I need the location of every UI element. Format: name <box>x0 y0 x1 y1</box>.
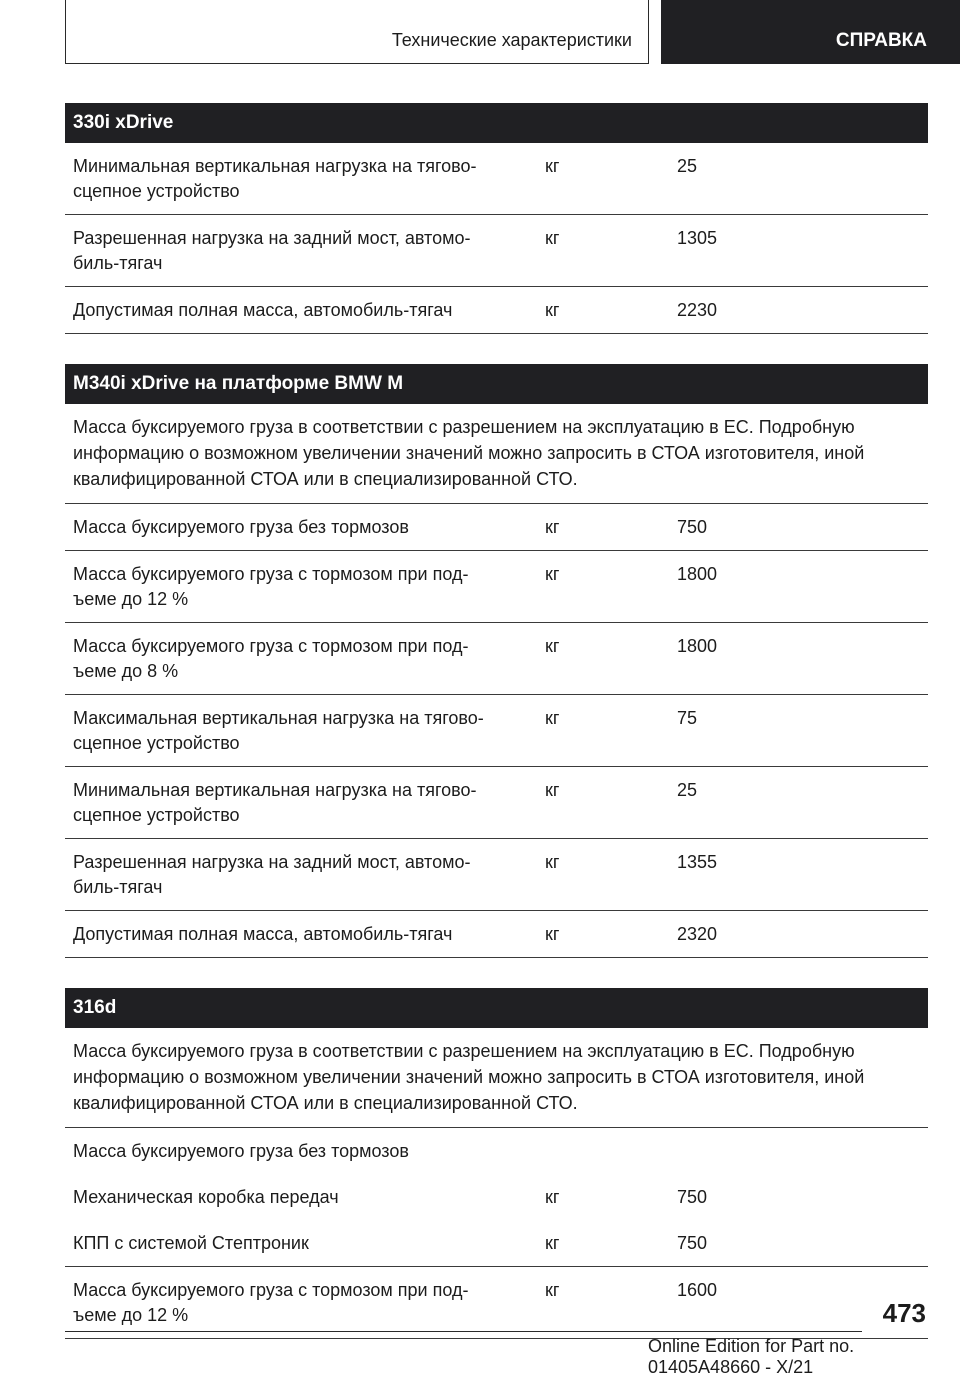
spec-row <box>65 1128 928 1174</box>
spec-row <box>65 551 928 623</box>
section-title: 316d <box>65 988 928 1028</box>
spec-content <box>65 103 928 1369</box>
spec-section <box>65 364 928 958</box>
spec-label: Масса буксируемого груза с тормозом при под- ъеме до 12 % <box>73 564 469 609</box>
spec-row <box>65 767 928 839</box>
spec-value: 75 <box>677 708 698 728</box>
spec-unit: кг <box>545 156 560 176</box>
spec-row <box>65 1267 928 1339</box>
section-title: 330i xDrive <box>65 103 928 143</box>
spec-unit: кг <box>545 636 560 656</box>
spec-value: 750 <box>677 1233 708 1253</box>
spec-label: Механическая коробка передач <box>73 1187 339 1207</box>
spec-value: 2320 <box>677 924 718 944</box>
spec-row <box>65 215 928 287</box>
spec-unit: кг <box>545 852 560 872</box>
spec-unit: кг <box>545 1233 560 1253</box>
header-chapter-title: СПРАВКА <box>835 30 927 51</box>
spec-row <box>65 1174 928 1220</box>
spec-value: 2230 <box>677 300 718 320</box>
spec-value: 1355 <box>677 852 718 872</box>
spec-unit: кг <box>545 708 560 728</box>
spec-row <box>65 143 928 215</box>
spec-label: Масса буксируемого груза с тормозом при под- ъеме до 8 % <box>73 636 469 681</box>
spec-value: 1600 <box>677 1280 718 1300</box>
spec-row <box>65 911 928 958</box>
spec-label: Допустимая полная масса, автомобиль-тягач <box>73 300 453 320</box>
spec-label: Максимальная вертикальная нагрузка на тягово- сцепное устройство <box>73 708 484 753</box>
spec-value: 25 <box>677 780 698 800</box>
header-section-title: Технические характеристики <box>391 30 632 50</box>
spec-unit: кг <box>545 1187 560 1207</box>
footer-divider <box>65 1331 862 1332</box>
spec-row <box>65 695 928 767</box>
spec-unit: кг <box>545 300 560 320</box>
spec-unit: кг <box>545 517 560 537</box>
page-number: 473 <box>882 1298 926 1328</box>
spec-unit: кг <box>545 228 560 248</box>
section-note: Масса буксируемого груза в соответствии с разрешением на эксплуатацию в ЕС. Подробную информацию о возможном увеличении значений можно запросить в СТОА изготовителя, иной квалифицированной СТОА или в специализированной СТО. <box>65 1028 928 1128</box>
spec-section <box>65 103 928 334</box>
spec-unit: кг <box>545 564 560 584</box>
header-section-box <box>65 0 649 64</box>
spec-unit: кг <box>545 1280 560 1300</box>
spec-label: Разрешенная нагрузка на задний мост, автомо- биль-тягач <box>73 852 471 897</box>
spec-section <box>65 988 928 1339</box>
spec-label: Разрешенная нагрузка на задний мост, автомо- биль-тягач <box>73 228 471 273</box>
footer-edition: Online Edition for Part no. 01405A48660 - X/21 <box>648 1336 855 1377</box>
section-title: M340i xDrive на платформе BMW M <box>65 364 928 404</box>
spec-value: 750 <box>677 517 708 537</box>
spec-unit: кг <box>545 924 560 944</box>
spec-label: Минимальная вертикальная нагрузка на тягово- сцепное устройство <box>73 780 477 825</box>
spec-label: КПП с системой Стептроник <box>73 1233 309 1253</box>
spec-label: Допустимая полная масса, автомобиль-тягач <box>73 924 453 944</box>
spec-value: 1800 <box>677 564 718 584</box>
spec-row <box>65 287 928 334</box>
spec-value: 25 <box>677 156 698 176</box>
header-chapter-box <box>661 0 960 64</box>
spec-row <box>65 504 928 551</box>
spec-value: 750 <box>677 1187 708 1207</box>
spec-row <box>65 1220 928 1267</box>
spec-label: Масса буксируемого груза без тормозов <box>73 1141 409 1161</box>
spec-unit: кг <box>545 780 560 800</box>
spec-value: 1800 <box>677 636 718 656</box>
spec-label: Масса буксируемого груза без тормозов <box>73 517 409 537</box>
spec-row <box>65 839 928 911</box>
spec-value: 1305 <box>677 228 718 248</box>
section-note: Масса буксируемого груза в соответствии с разрешением на эксплуатацию в ЕС. Подробную информацию о возможном увеличении значений можно запросить в СТОА изготовителя, иной квалифицированной СТОА или в специализированной СТО. <box>65 404 928 504</box>
spec-row <box>65 623 928 695</box>
spec-label: Масса буксируемого груза с тормозом при под- ъеме до 12 % <box>73 1280 469 1325</box>
spec-label: Минимальная вертикальная нагрузка на тягово- сцепное устройство <box>73 156 477 201</box>
